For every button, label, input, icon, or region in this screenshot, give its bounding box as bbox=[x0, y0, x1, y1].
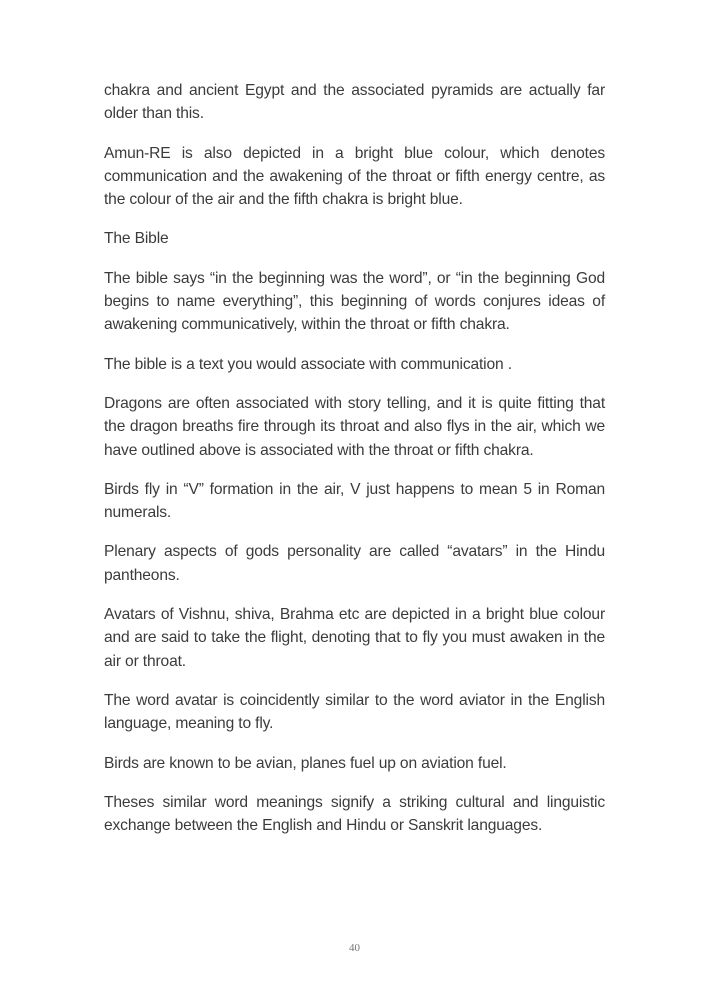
paragraph-amun-re: Amun-RE is also depicted in a bright blue colour, which denotes communication and the awakening of the throat or fifth energy centre, as the colour of the air and the fifth chakra is bright blue. bbox=[104, 144, 605, 209]
paragraph-bible-word: The bible says “in the beginning was the word”, or “in the beginning God begins to name everything”, this beginning of words conjures ideas of awakening communicatively, within the throat or fifth chakra. bbox=[104, 269, 605, 334]
paragraph-avian: Birds are known to be avian, planes fuel up on aviation fuel. bbox=[104, 754, 507, 772]
paragraph-linguistic-exchange: Theses similar word meanings signify a striking cultural and linguistic exchange between the English and Hindu or Sanskrit languages. bbox=[104, 793, 605, 835]
paragraph-avatars-definition: Plenary aspects of gods personality are called “avatars” in the Hindu pantheons. bbox=[104, 543, 605, 584]
section-heading-the-bible: The Bible bbox=[104, 230, 169, 248]
paragraph-avatar-aviator: The word avatar is coincidently similar to the word aviator in the English language, meaning to fly. bbox=[104, 691, 605, 733]
page-number: 40 bbox=[349, 942, 360, 954]
paragraph-avatars-vishnu: Avatars of Vishnu, shiva, Brahma etc are depicted in a bright blue colour and are said to take the flight, denoting that to fly you must awaken in the air or throat. bbox=[104, 606, 605, 670]
paragraph-birds-v-formation: Birds fly in “V” formation in the air, V just happens to mean 5 in Roman numerals. bbox=[104, 480, 605, 522]
paragraph-bible-communication: The bible is a text you would associate with communication . bbox=[104, 355, 512, 373]
page-body bbox=[104, 79, 605, 853]
paragraph-egypt-chakra: chakra and ancient Egypt and the associated pyramids are actually far older than this. bbox=[104, 82, 605, 123]
paragraph-dragons: Dragons are often associated with story telling, and it is quite fitting that the dragon breaths fire through its throat and also flys in the air, which we have outlined above is associated with the throat or fifth chakra. bbox=[104, 394, 605, 459]
